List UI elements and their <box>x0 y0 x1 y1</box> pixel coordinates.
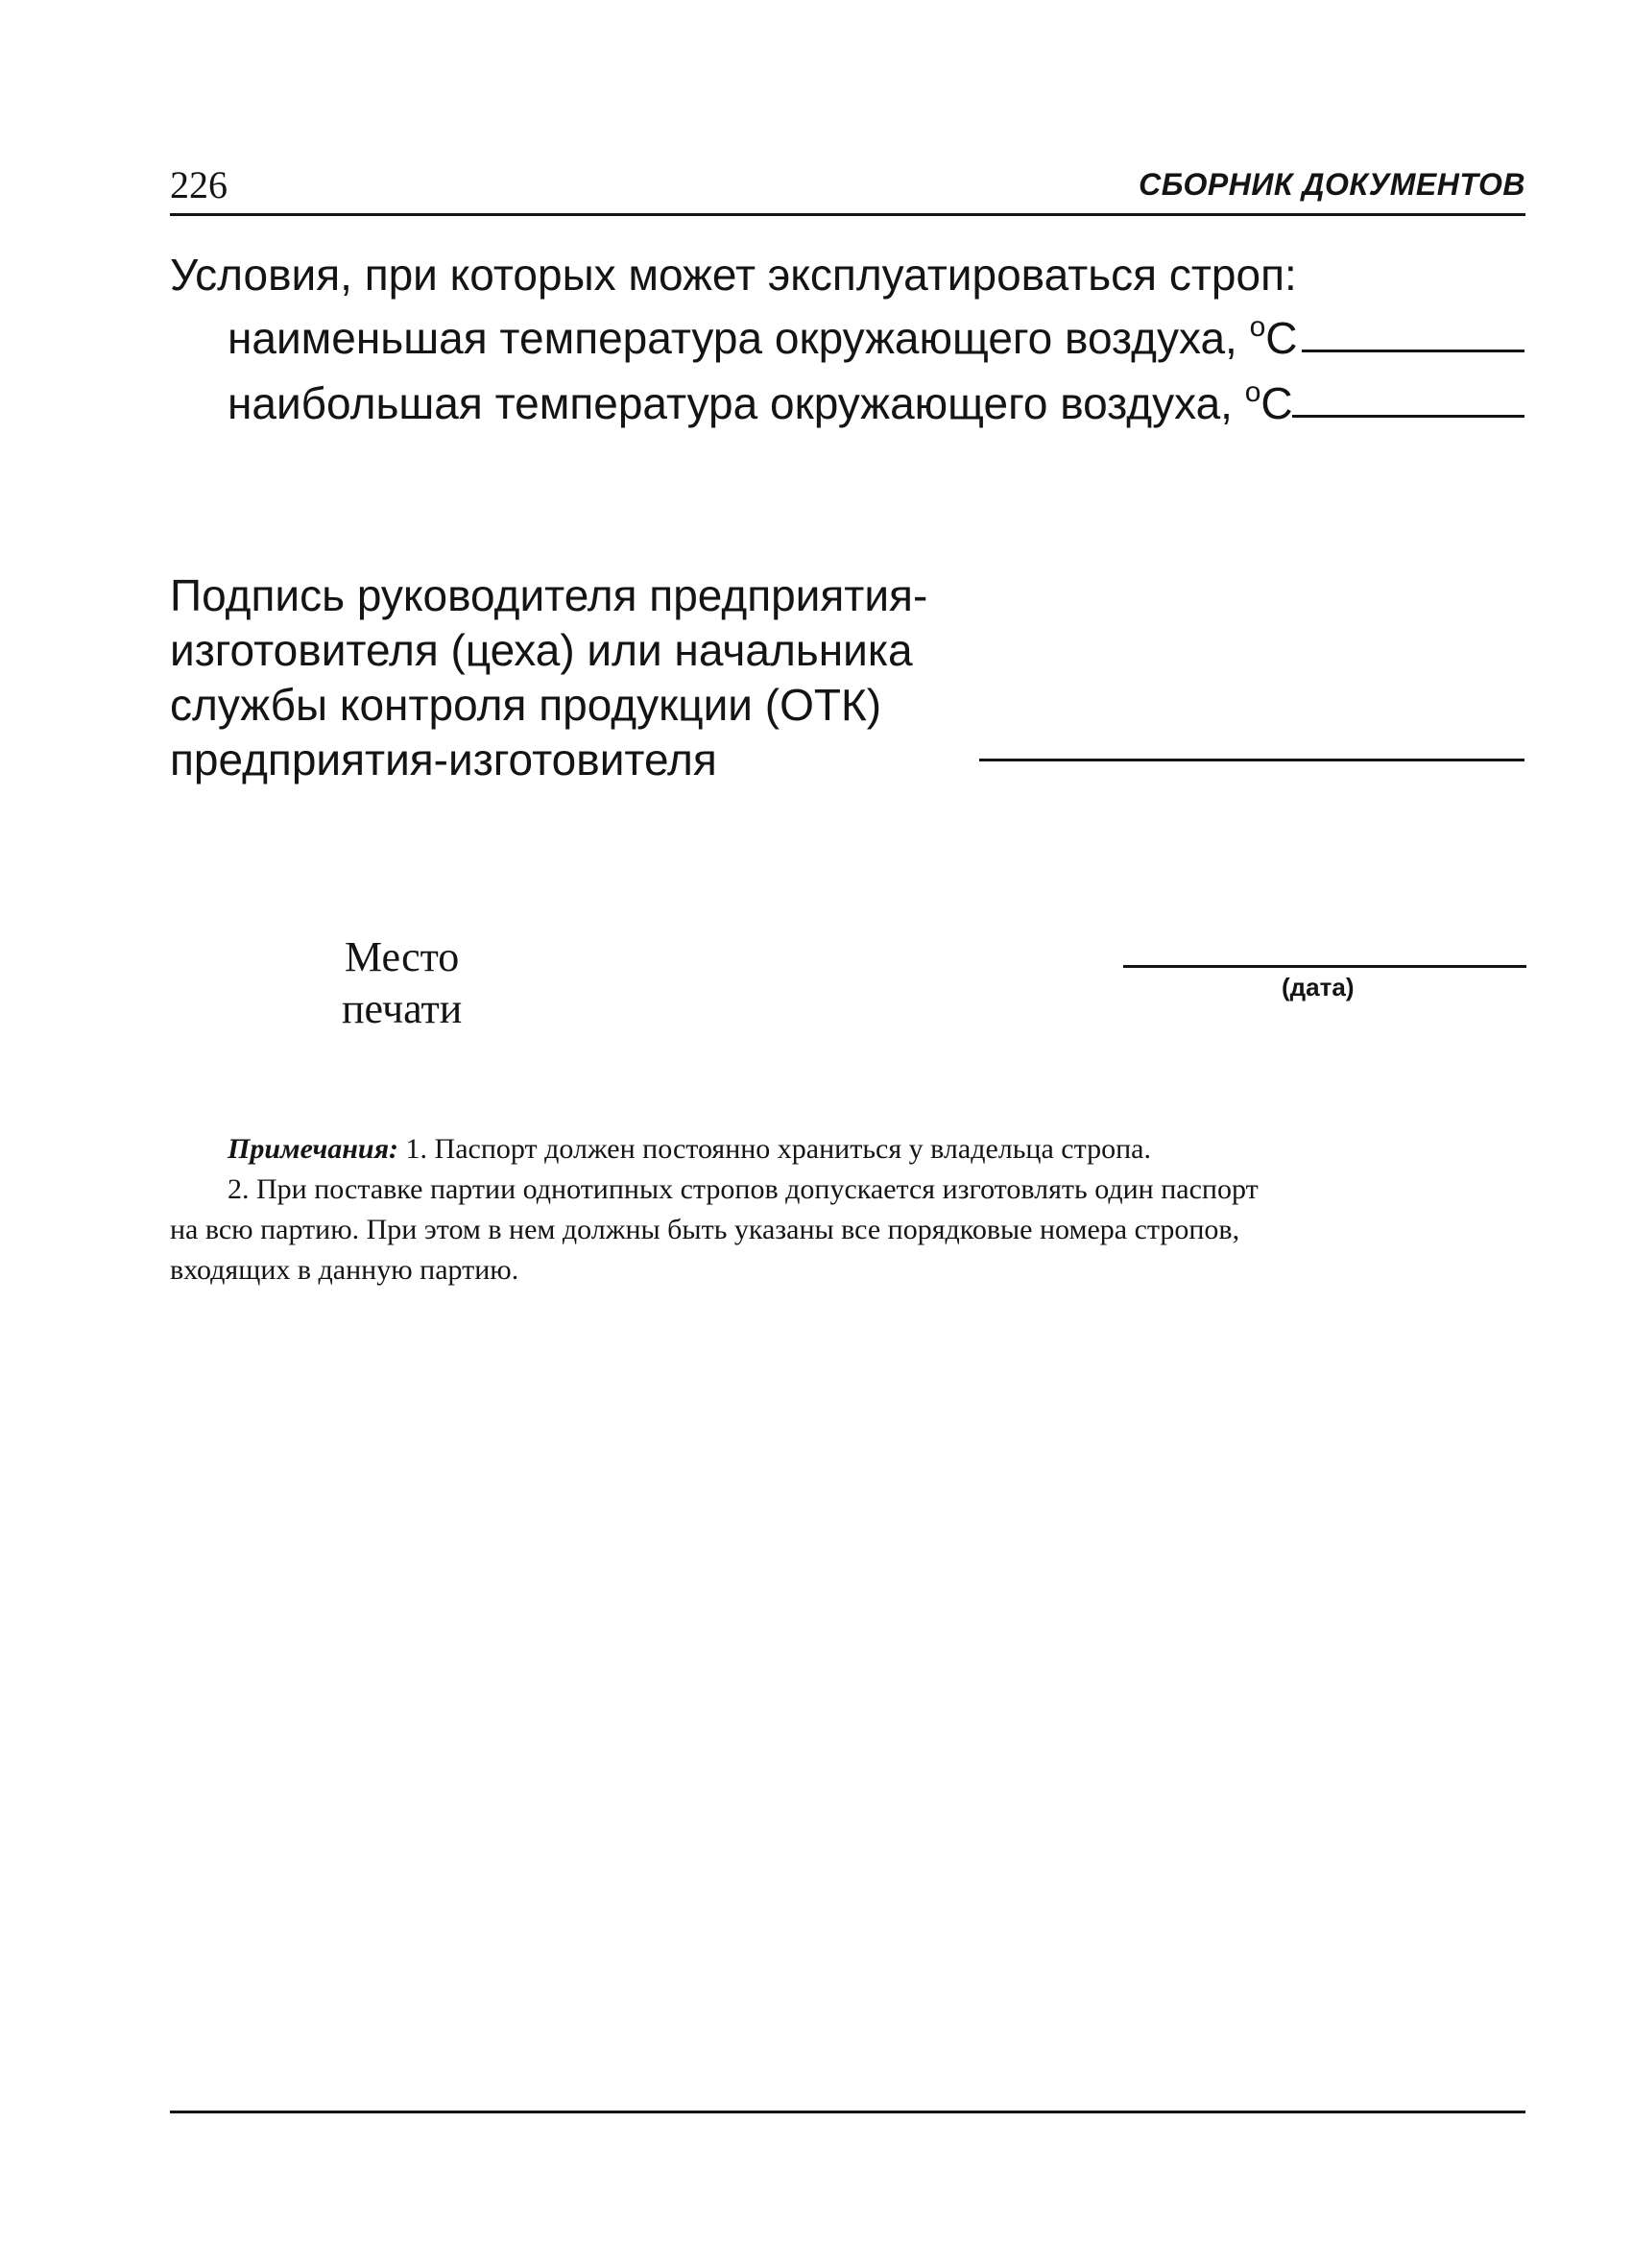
stamp-line: печати <box>342 985 463 1032</box>
unit-celsius: C <box>1265 313 1298 363</box>
min-temperature-label: наименьшая температура окружающего воздуха, <box>228 313 1237 363</box>
date-blank[interactable] <box>1123 965 1526 968</box>
signature-line: Подпись руководителя предприятия- <box>170 570 928 620</box>
min-temperature-blank[interactable] <box>1302 350 1524 352</box>
note-text: 1. Паспорт должен постоянно храниться у владельца стропа. <box>405 1133 1151 1165</box>
date-caption: (дата) <box>1282 973 1355 1001</box>
note-item-1 <box>228 1129 1151 1170</box>
footer-divider <box>170 2111 1525 2113</box>
page-number: 226 <box>170 163 228 206</box>
conditions-heading: Условия, при которых может эксплуатироваться строп: <box>170 250 1297 300</box>
degree-symbol: o <box>1249 311 1266 343</box>
note-item-2-line: на всю партию. При этом в нем должны быть указаны все порядковые номера стропов, <box>170 1214 1240 1245</box>
running-title: СБОРНИК ДОКУМЕНТОВ <box>1139 167 1525 202</box>
signature-blank[interactable] <box>979 759 1524 761</box>
signature-line: изготовителя (цеха) или начальника <box>170 625 913 675</box>
notes-label: Примечания: <box>228 1133 399 1165</box>
stamp-line: Место <box>344 933 460 980</box>
note-item-2-line: входящих в данную партию. <box>170 1254 519 1286</box>
header-divider <box>170 213 1525 216</box>
max-temperature-label: наибольшая температура окружающего воздуха, <box>228 378 1233 428</box>
unit-celsius: C <box>1260 378 1293 428</box>
max-temperature-row <box>228 376 1293 437</box>
signature-label <box>170 568 927 787</box>
degree-symbol: o <box>1244 376 1261 408</box>
max-temperature-blank[interactable] <box>1292 415 1524 418</box>
note-item-2-line: 2. При поставке партии однотипных стропов допускается изготовлять один паспорт <box>228 1173 1259 1205</box>
signature-line: службы контроля продукции (ОТК) <box>170 680 882 730</box>
min-temperature-row <box>228 311 1298 372</box>
stamp-place <box>342 931 462 1035</box>
signature-line: предприятия-изготовителя <box>170 735 717 784</box>
